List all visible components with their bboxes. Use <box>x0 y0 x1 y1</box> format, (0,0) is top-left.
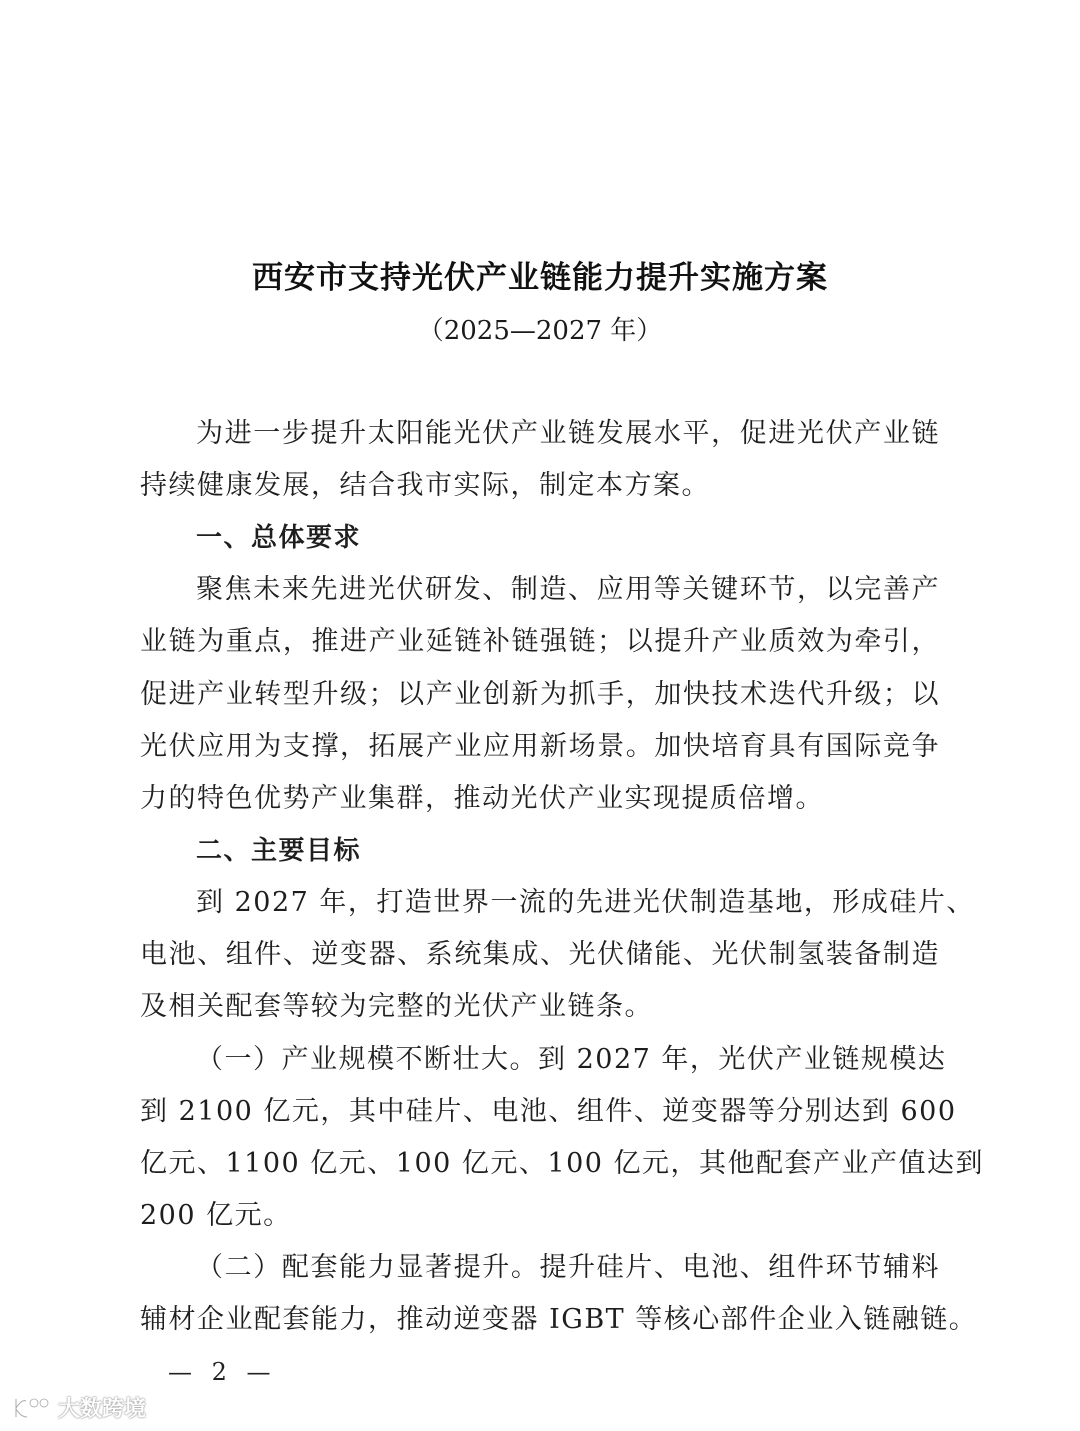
paragraph-line: 业链为重点，推进产业延链补链强链；以提升产业质效为牵引， <box>140 626 940 657</box>
watermark-logo-icon <box>12 1395 52 1421</box>
paragraph-line: 辅材企业配套能力，推动逆变器 IGBT 等核心部件企业入链融链。 <box>140 1304 978 1335</box>
page-number: — 2 — <box>168 1358 277 1386</box>
paragraph-line: 到 2027 年，打造世界一流的先进光伏制造基地，形成硅片、 <box>196 887 975 918</box>
paragraph-line: （一）产业规模不断壮大。到 2027 年，光伏产业链规模达 <box>196 1044 947 1075</box>
section-heading: 二、主要目标 <box>196 836 362 866</box>
section-heading: 一、总体要求 <box>196 523 362 553</box>
paragraph-line: 到 2100 亿元，其中硅片、电池、组件、逆变器等分别达到 600 <box>140 1096 957 1127</box>
paragraph-line: 及相关配套等较为完整的光伏产业链条。 <box>140 991 653 1022</box>
paragraph-line: 200 亿元。 <box>140 1200 292 1231</box>
paragraph-line: （二）配套能力显著提升。提升硅片、电池、组件环节辅料 <box>196 1252 940 1283</box>
paragraph-line: 亿元、1100 亿元、100 亿元、100 亿元，其他配套产业产值达到 <box>140 1148 985 1179</box>
paragraph-line: 光伏应用为支撑，拓展产业应用新场景。加快培育具有国际竞争 <box>140 731 940 762</box>
paragraph-line: 聚焦未来先进光伏研发、制造、应用等关键环节，以完善产 <box>196 574 940 605</box>
document-subtitle: （2025—2027 年） <box>417 316 663 346</box>
paragraph-line: 持续健康发展，结合我市实际，制定本方案。 <box>140 470 710 501</box>
watermark <box>12 1392 146 1423</box>
watermark-text: 大数跨境 <box>58 1397 147 1422</box>
document-title: 西安市支持光伏产业链能力提升实施方案 <box>252 260 828 296</box>
paragraph-line: 为进一步提升太阳能光伏产业链发展水平，促进光伏产业链 <box>196 418 940 449</box>
paragraph-line: 力的特色优势产业集群，推动光伏产业实现提质倍增。 <box>140 783 824 814</box>
paragraph-line: 电池、组件、逆变器、系统集成、光伏储能、光伏制氢装备制造 <box>140 939 940 970</box>
paragraph-line: 促进产业转型升级；以产业创新为抓手，加快技术迭代升级；以 <box>140 679 940 710</box>
